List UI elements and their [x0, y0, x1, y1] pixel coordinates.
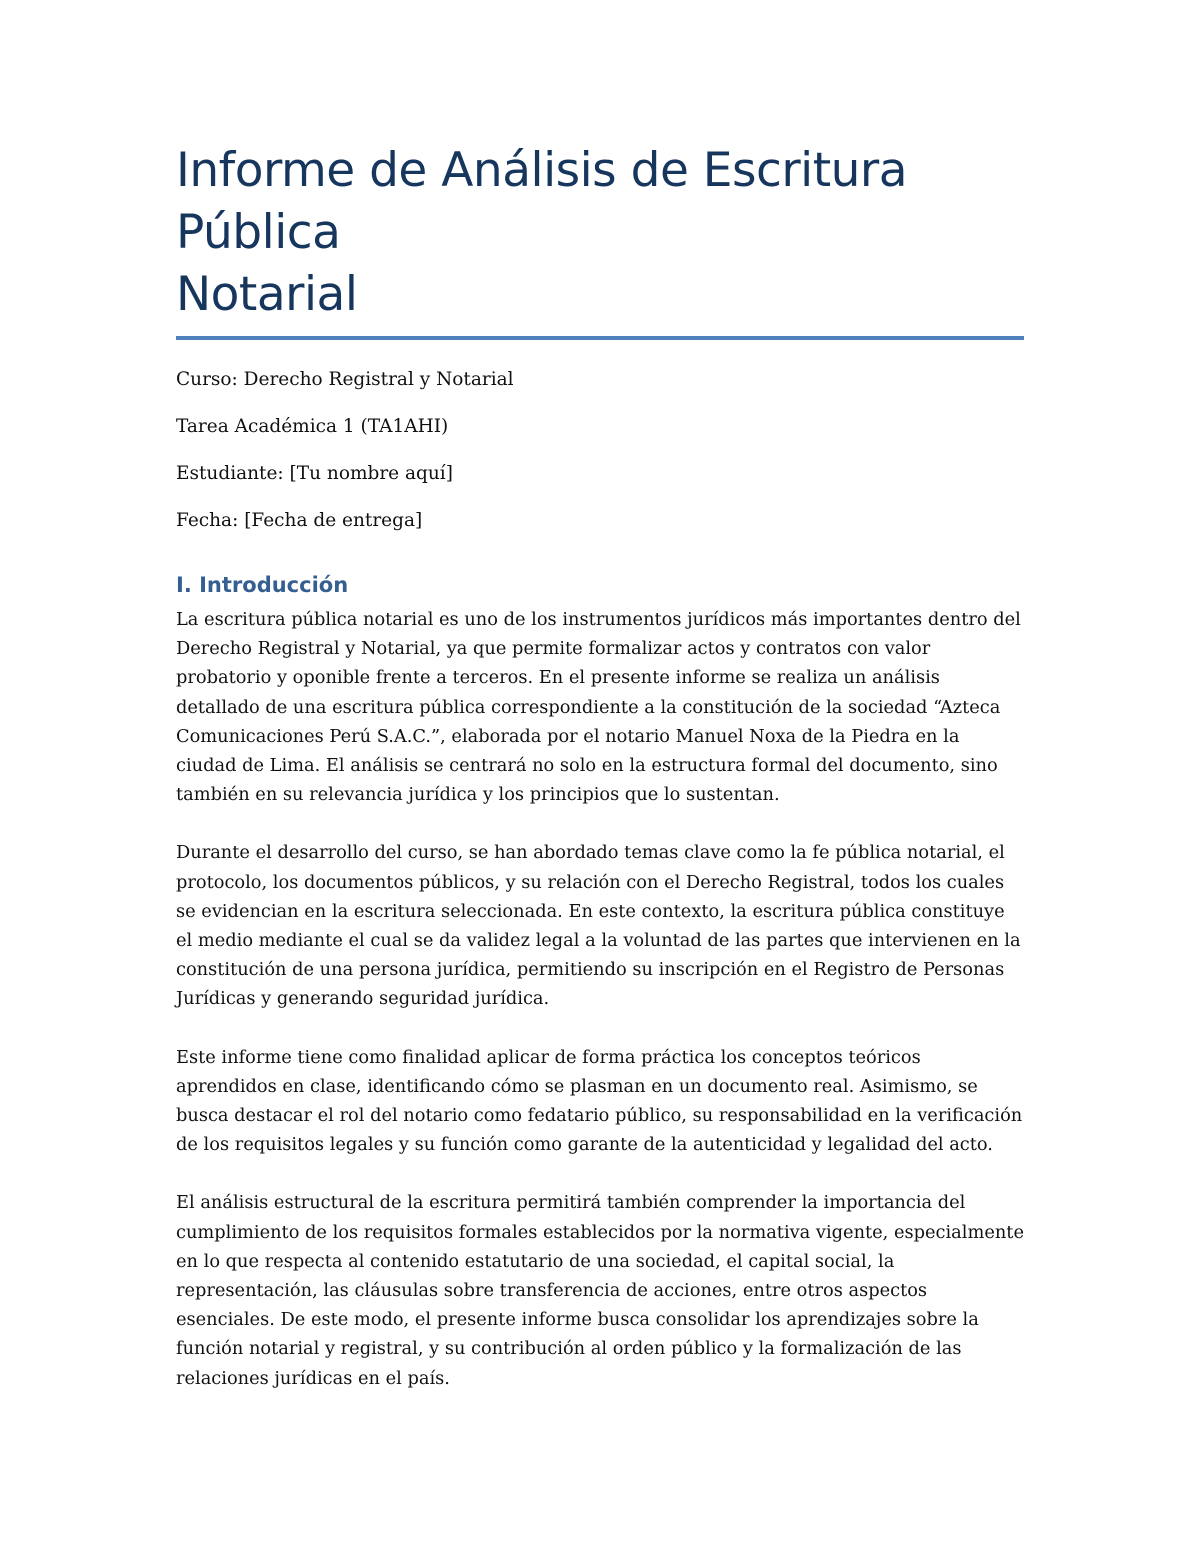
- introduction-body: [176, 605, 1024, 1393]
- student-line: Estudiante: [Tu nombre aquí]: [176, 463, 453, 484]
- course-line: Curso: Derecho Registral y Notarial: [176, 369, 514, 390]
- document-page: [176, 140, 1024, 1422]
- paragraph: El análisis estructural de la escritura permitirá también comprender la importancia del cumplimiento de los requisitos formales establecidos por la normativa vigente, especialmente en lo que respecta al contenido estatutario de una sociedad, el capital social, la representación, las cláusulas sobre transferencia de acciones, entre otros aspectos esenciales. De este modo, el presente informe busca consolidar los aprendizajes sobre la función notarial y registral, y su contribución al orden público y la formalización de las relaciones jurídicas en el país.: [176, 1192, 1024, 1389]
- assignment-line: Tarea Académica 1 (TA1AHI): [176, 416, 449, 437]
- paragraph: Durante el desarrollo del curso, se han abordado temas clave como la fe pública notarial, el protocolo, los documentos públicos, y su relación con el Derecho Registral, todos los cuales se evidencian en la escritura seleccionada. En este contexto, la escritura pública constituye el medio mediante el cual se da validez legal a la voluntad de las partes que intervienen en la constitución de una persona jurídica, permitiendo su inscripción en el Registro de Personas Jurídicas y generando seguridad jurídica.: [176, 842, 1021, 1010]
- document-title: [176, 140, 1024, 326]
- section-heading-introduction: I. Introducción: [176, 573, 349, 597]
- title-underline-rule: [176, 336, 1024, 340]
- document-title-line-2: Notarial: [176, 267, 358, 322]
- document-title-line-1: Informe de Análisis de Escritura Pública: [176, 143, 908, 260]
- date-line: Fecha: [Fecha de entrega]: [176, 510, 423, 531]
- paragraph: La escritura pública notarial es uno de los instrumentos jurídicos más importantes dentro del Derecho Registral y Notarial, ya que permite formalizar actos y contratos con valor probatorio y oponible frente a terceros. En el presente informe se realiza un análisis detallado de una escritura pública correspondiente a la constitución de la sociedad “Azteca Comunicaciones Perú S.A.C.”, elaborada por el notario Manuel Noxa de la Piedra en la ciudad de Lima. El análisis se centrará no solo en la estructura formal del documento, sino también en su relevancia jurídica y los principios que lo sustentan.: [176, 609, 1021, 806]
- document-metadata: [176, 368, 1024, 533]
- paragraph: Este informe tiene como finalidad aplicar de forma práctica los conceptos teóricos aprendidos en clase, identificando cómo se plasman en un documento real. Asimismo, se busca destacar el rol del notario como fedatario público, su responsabilidad en la verificación de los requisitos legales y su función como garante de la autenticidad y legalidad del acto.: [176, 1046, 1023, 1156]
